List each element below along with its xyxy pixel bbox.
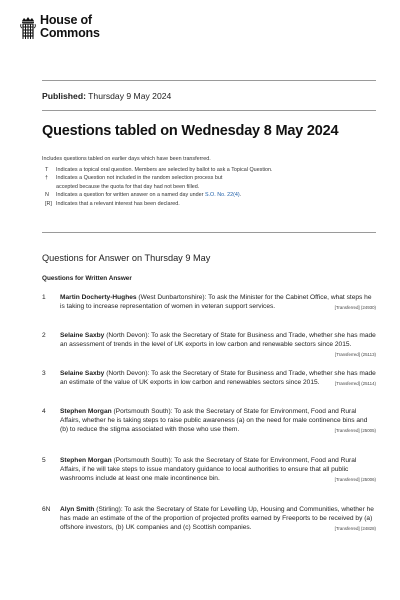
question-reference: [Transferred] (25005) <box>334 428 376 434</box>
legend-key: † <box>45 175 48 182</box>
question-item <box>42 293 376 312</box>
question-number: 4 <box>42 408 46 415</box>
member-name: Stephen Morgan <box>60 408 112 415</box>
subsection-title: Questions for Written Answer <box>42 275 132 282</box>
question-number: 1 <box>42 294 46 301</box>
portcullis-icon <box>20 14 36 42</box>
intro-text: Includes questions tabled on earlier days which have been transferred. <box>42 156 211 162</box>
legend-text <box>56 191 241 199</box>
legend-text: Indicates a Question not included in the random selection process but <box>56 175 223 182</box>
question-body <box>60 331 376 360</box>
top-divider <box>42 80 376 81</box>
member-constituency: (North Devon): <box>104 332 150 339</box>
legend-text: accepted because the quota for that day had not been filled. <box>56 183 200 190</box>
question-reference: [Transferred] (25113) <box>335 352 376 358</box>
question-text: To ask the Secretary of State for Levelling Up, Housing and Communities, whether he has made an estimate of the of the proportion of projected profits earned by Freeports to be received by (a) offshore investors, (b) UK companies and (c) Scottish companies. <box>60 506 374 532</box>
question-item <box>42 369 376 388</box>
member-constituency: (Stirling): <box>94 506 123 513</box>
member-name: Selaine Saxby <box>60 370 105 377</box>
question-text: To ask the Secretary of State for Business and Trade, whether she has made an assessment of trends in the level of UK exports in low carbon and renewable sectors since 2015. <box>60 332 376 349</box>
legend-key <box>42 183 56 191</box>
member-name: Alyn Smith <box>60 506 95 513</box>
legend-text: Indicates that a relevant interest has been declared. <box>56 200 180 207</box>
member-constituency: (North Devon): <box>104 370 150 377</box>
legend-row <box>42 191 372 199</box>
question-text: To ask the Minister for the Cabinet Office, what steps he is taking to increase representation of women in veteran support services. <box>60 294 372 311</box>
member-name: Martin Docherty-Hughes <box>60 294 137 301</box>
question-number: 3 <box>42 370 46 377</box>
question-item <box>42 505 376 534</box>
standing-order-link[interactable]: S.O. No. 22(4) <box>204 192 240 199</box>
question-text: To ask the Secretary of State for Business and Trade, whether she has made an estimate of the value of UK exports in low carbon and renewables sectors since 2015. <box>60 370 376 387</box>
logo-line-1: House of <box>40 13 92 27</box>
question-body <box>60 456 376 485</box>
legend-row <box>42 166 372 174</box>
question-reference: [Transferred] (25006) <box>334 477 376 483</box>
question-body <box>60 369 376 388</box>
section-divider <box>42 232 376 233</box>
question-reference: [Transferred] (24930) <box>334 305 376 311</box>
question-body <box>60 505 376 534</box>
question-reference: [Transferred] (24828) <box>334 526 376 532</box>
member-constituency: (Portsmouth South): <box>111 408 173 415</box>
member-name: Selaine Saxby <box>60 332 105 339</box>
legend-text-after-link: . <box>239 192 242 199</box>
question-item <box>42 407 376 436</box>
legend-key: N <box>45 192 49 199</box>
question-number: 6N <box>42 506 51 513</box>
legend <box>42 166 372 208</box>
question-item <box>42 456 376 485</box>
member-constituency: (West Dunbartonshire): <box>136 294 207 301</box>
question-body <box>60 293 376 312</box>
published-line <box>42 91 171 101</box>
logo-wordmark <box>40 14 100 40</box>
question-text: To ask the Secretary of State for Environment, Food and Rural Affairs, whether he is taking steps to raise public awareness (a) on the need for male continence bins and (b) to reduce the stigma associated with those who use them. <box>60 408 368 434</box>
legend-row <box>42 183 372 191</box>
published-label: Published: <box>42 91 86 101</box>
legend-key: [R] <box>45 200 52 207</box>
question-reference: [Transferred] (25114) <box>335 381 376 387</box>
question-item <box>42 331 376 360</box>
legend-text: Indicates a topical oral question. Members are selected by ballot to ask a Topical Question. <box>56 167 273 173</box>
logo-line-2: Commons <box>40 26 100 40</box>
page-title: Questions tabled on Wednesday 8 May 2024 <box>42 123 339 139</box>
question-number: 2 <box>42 332 46 339</box>
legend-key: T <box>45 167 49 173</box>
house-of-commons-logo <box>20 14 100 42</box>
question-number: 5 <box>42 457 46 464</box>
legend-row <box>42 174 372 182</box>
question-text: To ask the Secretary of State for Environment, Food and Rural Affairs, if he will take steps to issue mandatory guidance to local authorities to ensure that all public washrooms include at least one male incontinence bin. <box>60 457 357 483</box>
member-constituency: (Portsmouth South): <box>111 457 173 464</box>
section-title: Questions for Answer on Thursday 9 May <box>42 253 211 263</box>
legend-row <box>42 200 372 208</box>
published-divider <box>42 110 376 111</box>
member-name: Stephen Morgan <box>60 457 112 464</box>
question-body <box>60 407 376 436</box>
published-date: Thursday 9 May 2024 <box>85 91 172 101</box>
legend-text-before-link: Indicates a question for written answer on a named day under <box>56 192 205 199</box>
